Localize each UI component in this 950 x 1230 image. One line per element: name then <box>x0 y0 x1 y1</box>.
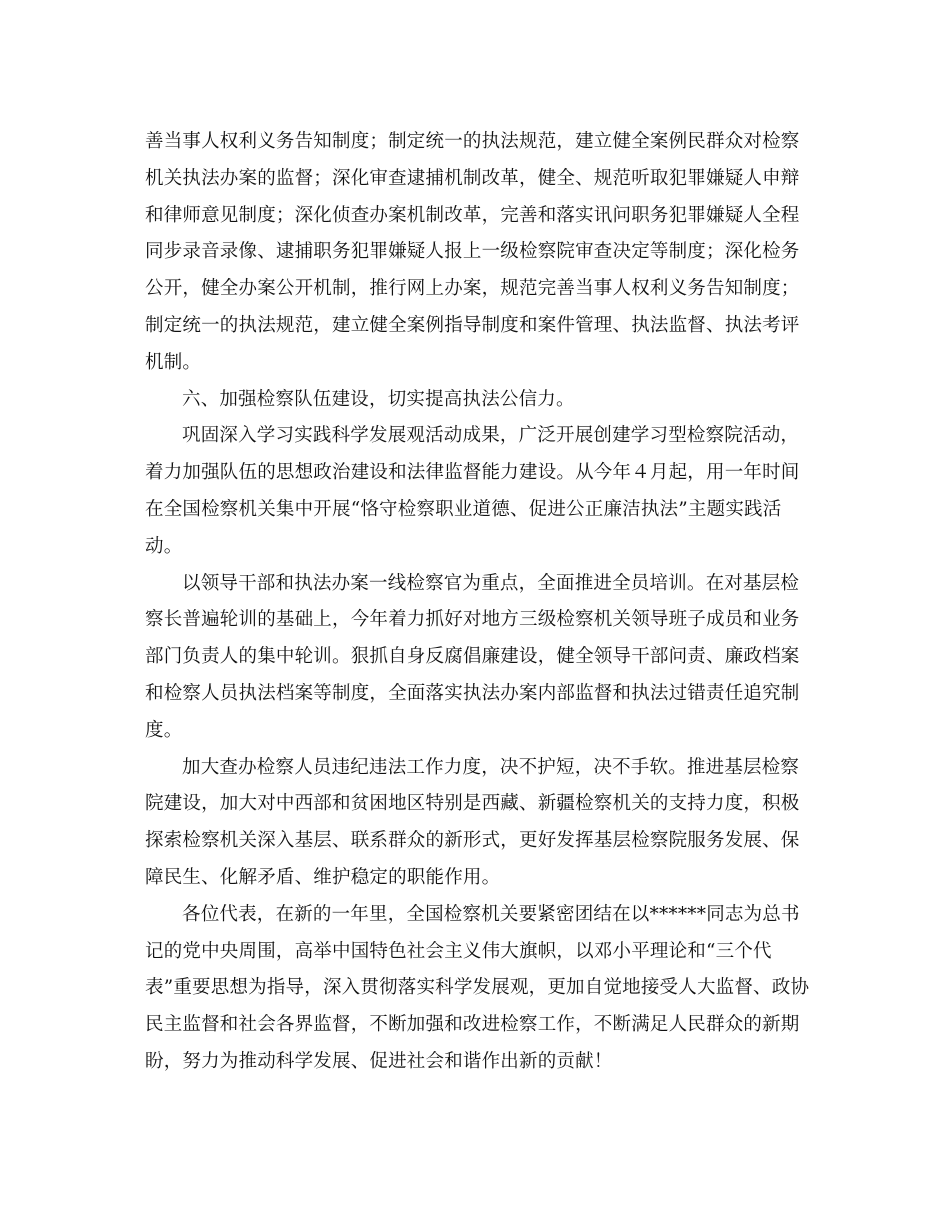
text-line: 六、加强检察队伍建设，切实提高执法公信力。 <box>182 388 575 410</box>
text-line: 障民生、化解矛盾、维护稳定的职能作用。 <box>145 866 501 888</box>
text-line: 善当事人权利义务告知制度；制定统一的执法规范，建立健全案例民群众对检察 <box>145 131 800 152</box>
text-line: 民主监督和社会各界监督，不断加强和改进检察工作，不断满足人民群众的新期 <box>145 1014 800 1036</box>
text-line: 动。 <box>145 535 183 557</box>
paragraph-team-building <box>145 418 809 565</box>
text-line: 探索检察机关深入基层、联系群众的新形式，更好发挥基层检察院服务发展、保 <box>145 830 800 852</box>
text-line: 同步录音录像、逮捕职务犯罪嫌疑人报上一级检察院审查决定等制度；深化检务 <box>145 241 800 263</box>
text-line: 机制。 <box>145 351 202 373</box>
text-line: 着力加强队伍的思想政治建设和法律监督能力建设。从今年４月起，用一年时间 <box>145 462 800 484</box>
text-line: 各位代表，在新的一年里，全国检察机关要紧密团结在以******同志为总书 <box>182 903 800 925</box>
text-line: 记的党中央周围，高举中国特色社会主义伟大旗帜，以邓小平理论和“三个代 <box>145 940 772 962</box>
paragraph-legal-oversight <box>145 124 809 382</box>
text-line: 盼，努力为推动科学发展、促进社会和谐作出新的贡献！ <box>145 1050 613 1072</box>
text-line: 部门负责人的集中轮训。狠抓自身反腐倡廉建设，健全领导干部问责、廉政档案 <box>145 646 800 668</box>
paragraph-discipline <box>145 750 809 897</box>
text-line: 表”重要思想为指导，深入贯彻落实科学发展观，更加自觉地接受人大监督、政协 <box>145 977 810 999</box>
text-line: 度。 <box>145 719 183 741</box>
paragraph-training <box>145 566 809 750</box>
text-line: 加大查办检察人员违纪违法工作力度，决不护短，决不手软。推进基层检察 <box>182 756 800 778</box>
section-heading-six <box>145 382 809 419</box>
text-line: 和律师意见制度；深化侦查办案机制改革，完善和落实讯问职务犯罪嫌疑人全程 <box>145 204 800 226</box>
text-line: 公开，健全办案公开机制，推行网上办案，规范完善当事人权利义务告知制度； <box>145 278 800 300</box>
text-line: 和检察人员执法档案等制度，全面落实执法办案内部监督和执法过错责任追究制 <box>145 682 800 704</box>
text-line: 院建设，加大对中西部和贫困地区特别是西藏、新疆检察机关的支持力度，积极 <box>145 793 800 815</box>
paragraph-closing <box>145 897 809 1081</box>
document-body <box>145 124 809 1081</box>
text-line: 在全国检察机关集中开展“恪守检察职业道德、促进公正廉洁执法”主题实践活 <box>145 498 782 520</box>
text-line: 机关执法办案的监督；深化审查逮捕机制改革，健全、规范听取犯罪嫌疑人申辩 <box>145 167 800 189</box>
text-line: 制定统一的执法规范，建立健全案例指导制度和案件管理、执法监督、执法考评 <box>145 314 800 336</box>
text-line: 察长普遍轮训的基础上，今年着力抓好对地方三级检察机关领导班子成员和业务 <box>145 609 800 631</box>
text-line: 巩固深入学习实践科学发展观活动成果，广泛开展创建学习型检察院活动， <box>182 425 800 447</box>
text-line: 以领导干部和执法办案一线检察官为重点，全面推进全员培训。在对基层检 <box>182 572 800 594</box>
